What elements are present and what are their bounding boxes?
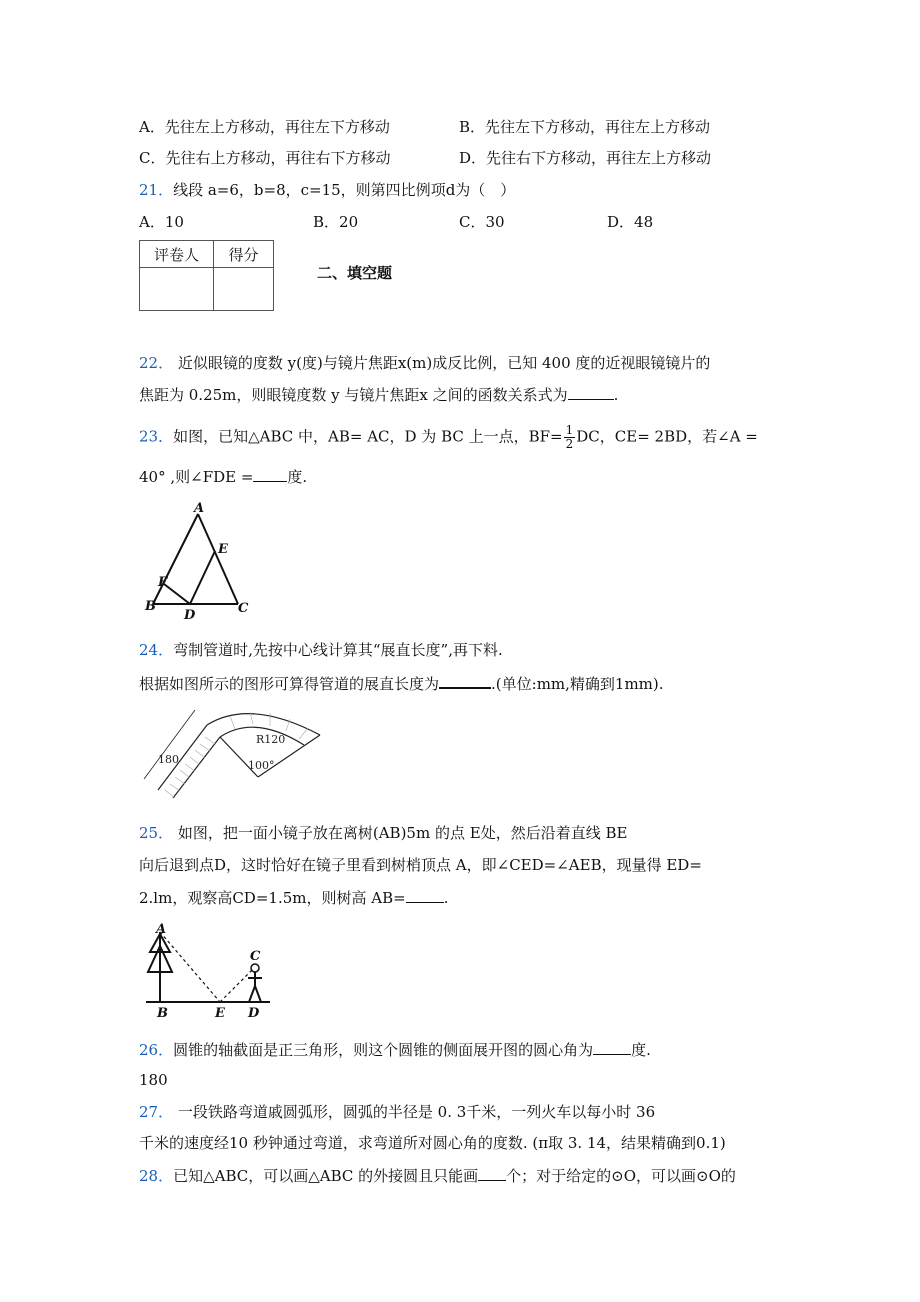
point-label-b: B [157, 1006, 168, 1021]
q23-text-d: 度. [287, 468, 308, 486]
q24-pipe-figure [140, 702, 330, 802]
q26-line1 [139, 1039, 651, 1060]
answer-blank[interactable] [439, 672, 491, 689]
q24-line2 [139, 672, 664, 694]
point-label-f: F [158, 575, 168, 590]
fraction-denominator: 2 [565, 437, 574, 451]
question-number: 25． [139, 824, 174, 842]
q24-text-a: 根据如图所示的图形可算得管道的展直长度为 [139, 675, 440, 693]
q20-option-a: A．先往左上方移动，再往左下方移动 [139, 118, 390, 136]
question-number: 26． [139, 1041, 174, 1059]
q26-text-b: 度. [631, 1041, 651, 1059]
q22-text-line2: 焦距为 0.25m，则眼镜度数 y 与镜片焦距x 之间的函数关系式为 [139, 386, 568, 404]
point-label-b: B [145, 599, 156, 614]
q24-text-line1: 弯制管道时,先按中心线计算其“展直长度”,再下料. [173, 641, 503, 659]
q23-text-b: DC，CE= 2BD，若∠A = [576, 427, 758, 446]
fraction-numerator: 1 [565, 423, 574, 437]
q21-option-a: A．10 [139, 213, 184, 231]
q26-text-a: 圆锥的轴截面是正三角形，则这个圆锥的侧面展开图的圆心角为 [173, 1041, 594, 1059]
q24-text-b: .(单位:mm,精确到1mm). [491, 675, 664, 693]
question-number: 27． [139, 1103, 174, 1121]
q25-text-b: . [443, 889, 449, 907]
answer-blank[interactable] [593, 1039, 631, 1055]
point-label-e: E [215, 1006, 225, 1021]
q21-option-b: B．20 [313, 213, 359, 231]
answer-blank[interactable] [568, 384, 614, 400]
q22-text-line1: 近似眼镜的度数 y(度)与镜片焦距x(m)成反比例，已知 400 度的近视眼镜镜片的 [177, 354, 711, 372]
q27-line2: 千米的速度经10 秒钟通过弯道，求弯道所对圆心角的度数. (π取 3. 14，结果精确到0.1) [139, 1134, 726, 1152]
point-label-d: D [184, 608, 196, 623]
score-table-cell-score [214, 268, 274, 311]
point-label-d: D [248, 1006, 260, 1021]
q25-text-a: 2.lm，观察高CD=1.5m，则树高 AB= [139, 889, 406, 907]
q27-text-line1: 一段铁路弯道戚圆弧形，圆弧的半径是 0. 3千米，一列火车以每小时 36 [177, 1103, 656, 1121]
question-number: 22． [139, 354, 174, 372]
question-number: 24． [139, 641, 174, 659]
q28-text-b: 个；对于给定的⊙O，可以画⊙O的 [506, 1167, 736, 1185]
score-table [139, 240, 274, 311]
q23-text-a: 如图，已知△ABC 中，AB= AC，D 为 BC 上一点，BF= [173, 427, 563, 446]
q25-line2: 向后退到点D，这时恰好在镜子里看到树梢顶点 A，即∠CED=∠AEB，现量得 ED= [139, 856, 702, 874]
q23-line1 [139, 424, 758, 451]
q22-line1 [139, 353, 710, 373]
pipe-angle-label: 100° [248, 759, 275, 772]
pipe-radius-label: R120 [256, 733, 286, 746]
q21-option-d: D．48 [607, 213, 654, 231]
fraction-half [564, 424, 576, 451]
q20-option-b: B．先往左下方移动，再往左上方移动 [459, 118, 711, 136]
q21-option-c: C．30 [459, 213, 505, 231]
q23-text-c: 40° ,则∠FDE = [139, 468, 254, 486]
q20-option-d: D．先往右下方移动，再往左上方移动 [459, 149, 712, 167]
section-title: 二、填空题 [317, 264, 393, 282]
point-label-c: C [250, 949, 261, 964]
q25-line1 [139, 823, 627, 843]
pipe-length-label: 180 [158, 753, 179, 766]
q20-option-c: C．先往右上方移动，再往右下方移动 [139, 149, 391, 167]
answer-blank[interactable] [253, 466, 287, 482]
point-label-e: E [218, 542, 228, 557]
q23-line2 [139, 466, 307, 487]
q28-line1 [139, 1165, 736, 1186]
q28-text-a: 已知△ABC，可以画△ABC 的外接圆且只能画 [173, 1167, 479, 1185]
answer-blank[interactable] [478, 1165, 506, 1181]
q22-line2 [139, 384, 618, 405]
question-number: 28． [139, 1167, 174, 1185]
point-label-c: C [238, 601, 249, 616]
question-number: 23． [139, 427, 174, 446]
q21-text: 线段 a=6，b=8，c=15，则第四比例项d为（ ） [173, 181, 516, 199]
q25-text-line1: 如图，把一面小镜子放在离树(AB)5m 的点 E处，然后沿着直线 BE [177, 824, 628, 842]
q24-line1 [139, 640, 503, 660]
point-label-a: A [194, 501, 205, 516]
question-number: 21． [139, 181, 174, 199]
score-table-header-grader: 评卷人 [140, 241, 214, 268]
answer-blank[interactable] [406, 887, 444, 903]
q26-answer: 180 [139, 1071, 168, 1089]
q25-tree-figure [140, 922, 280, 1022]
q27-line1 [139, 1102, 655, 1122]
q23-triangle-figure [140, 500, 260, 624]
point-label-a: A [156, 922, 167, 937]
score-table-cell-grader [140, 268, 214, 311]
q21-stem [139, 180, 515, 200]
score-table-header-score: 得分 [214, 241, 274, 268]
q22-line2-end: . [613, 386, 619, 404]
q25-line3 [139, 887, 448, 908]
